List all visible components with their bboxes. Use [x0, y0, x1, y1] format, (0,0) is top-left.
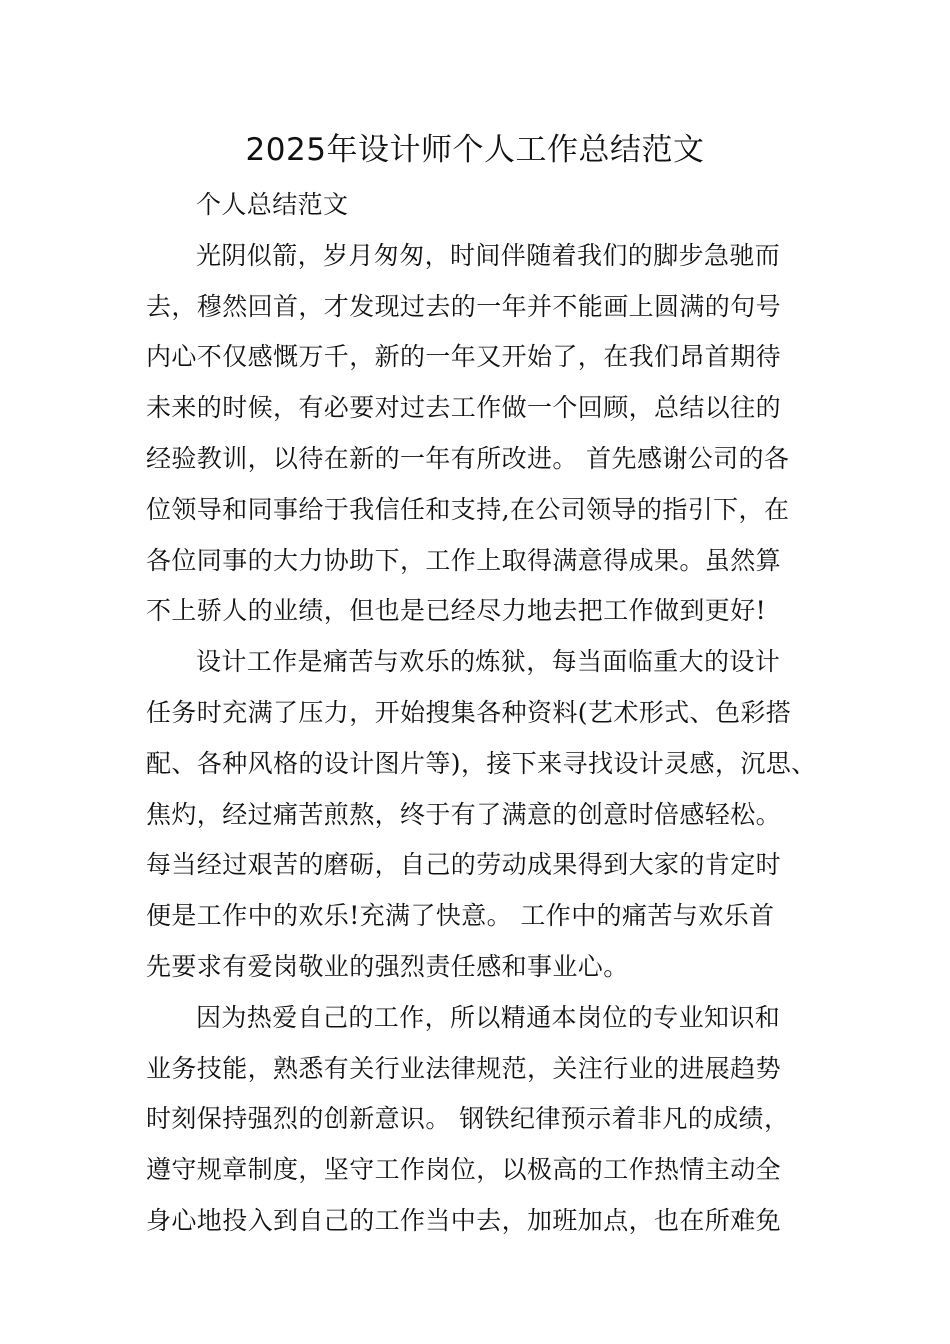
text-line: 身心地投入到自己的工作当中去，加班加点，也在所难免: [146, 1205, 782, 1235]
text-line: 先要求有爱岗敬业的强烈责任感和事业心。: [146, 951, 629, 981]
document-body: [146, 180, 836, 1247]
text-line: 设计工作是痛苦与欢乐的炼狱，每当面临重大的设计: [196, 647, 781, 677]
text-line: 不上骄人的业绩，但也是已经尽力地去把工作做到更好!: [146, 596, 767, 626]
text-line: 去，穆然回首，才发现过去的一年并不能画上圆满的句号: [146, 291, 782, 321]
text-line: 未来的时候，有必要对过去工作做一个回顾，总结以往的: [146, 393, 782, 423]
text-line: 焦灼，经过痛苦煎熬，终于有了满意的创意时倍感轻松。: [146, 799, 782, 829]
text-line: 时刻保持强烈的创新意识。 钢铁纪律预示着非凡的成绩，: [146, 1104, 790, 1134]
text-line: 经验教训，以待在新的一年有所改进。 首先感谢公司的各: [146, 443, 790, 473]
text-line: 个人总结范文: [196, 190, 349, 219]
text-line: 业务技能，熟悉有关行业法律规范，关注行业的进展趋势: [146, 1053, 782, 1083]
text-line: 便是工作中的欢乐!充满了快意。 工作中的痛苦与欢乐首: [146, 901, 775, 931]
text-line: 遵守规章制度，坚守工作岗位，以极高的工作热情主动全: [146, 1155, 782, 1185]
text-line: 任务时充满了压力，开始搜集各种资料(艺术形式、色彩搭: [146, 697, 792, 727]
text-line: 光阴似箭，岁月匆匆，时间伴随着我们的脚步急驰而: [196, 240, 781, 270]
text-line: 内心不仅感慨万千，新的一年又开始了，在我们昂首期待: [146, 342, 782, 372]
text-line: 位领导和同事给于我信任和支持,在公司领导的指引下，在: [146, 494, 790, 524]
text-line: 配、各种风格的设计图片等)，接下来寻找设计灵感，沉思、: [146, 748, 817, 778]
text-line: 因为热爱自己的工作，所以精通本岗位的专业知识和: [196, 1002, 781, 1032]
text-line: 每当经过艰苦的磨砺，自己的劳动成果得到大家的肯定时: [146, 850, 782, 880]
text-line: 各位同事的大力协助下，工作上取得满意得成果。虽然算: [146, 545, 782, 575]
document-title: 2025年设计师个人工作总结范文: [245, 132, 705, 168]
